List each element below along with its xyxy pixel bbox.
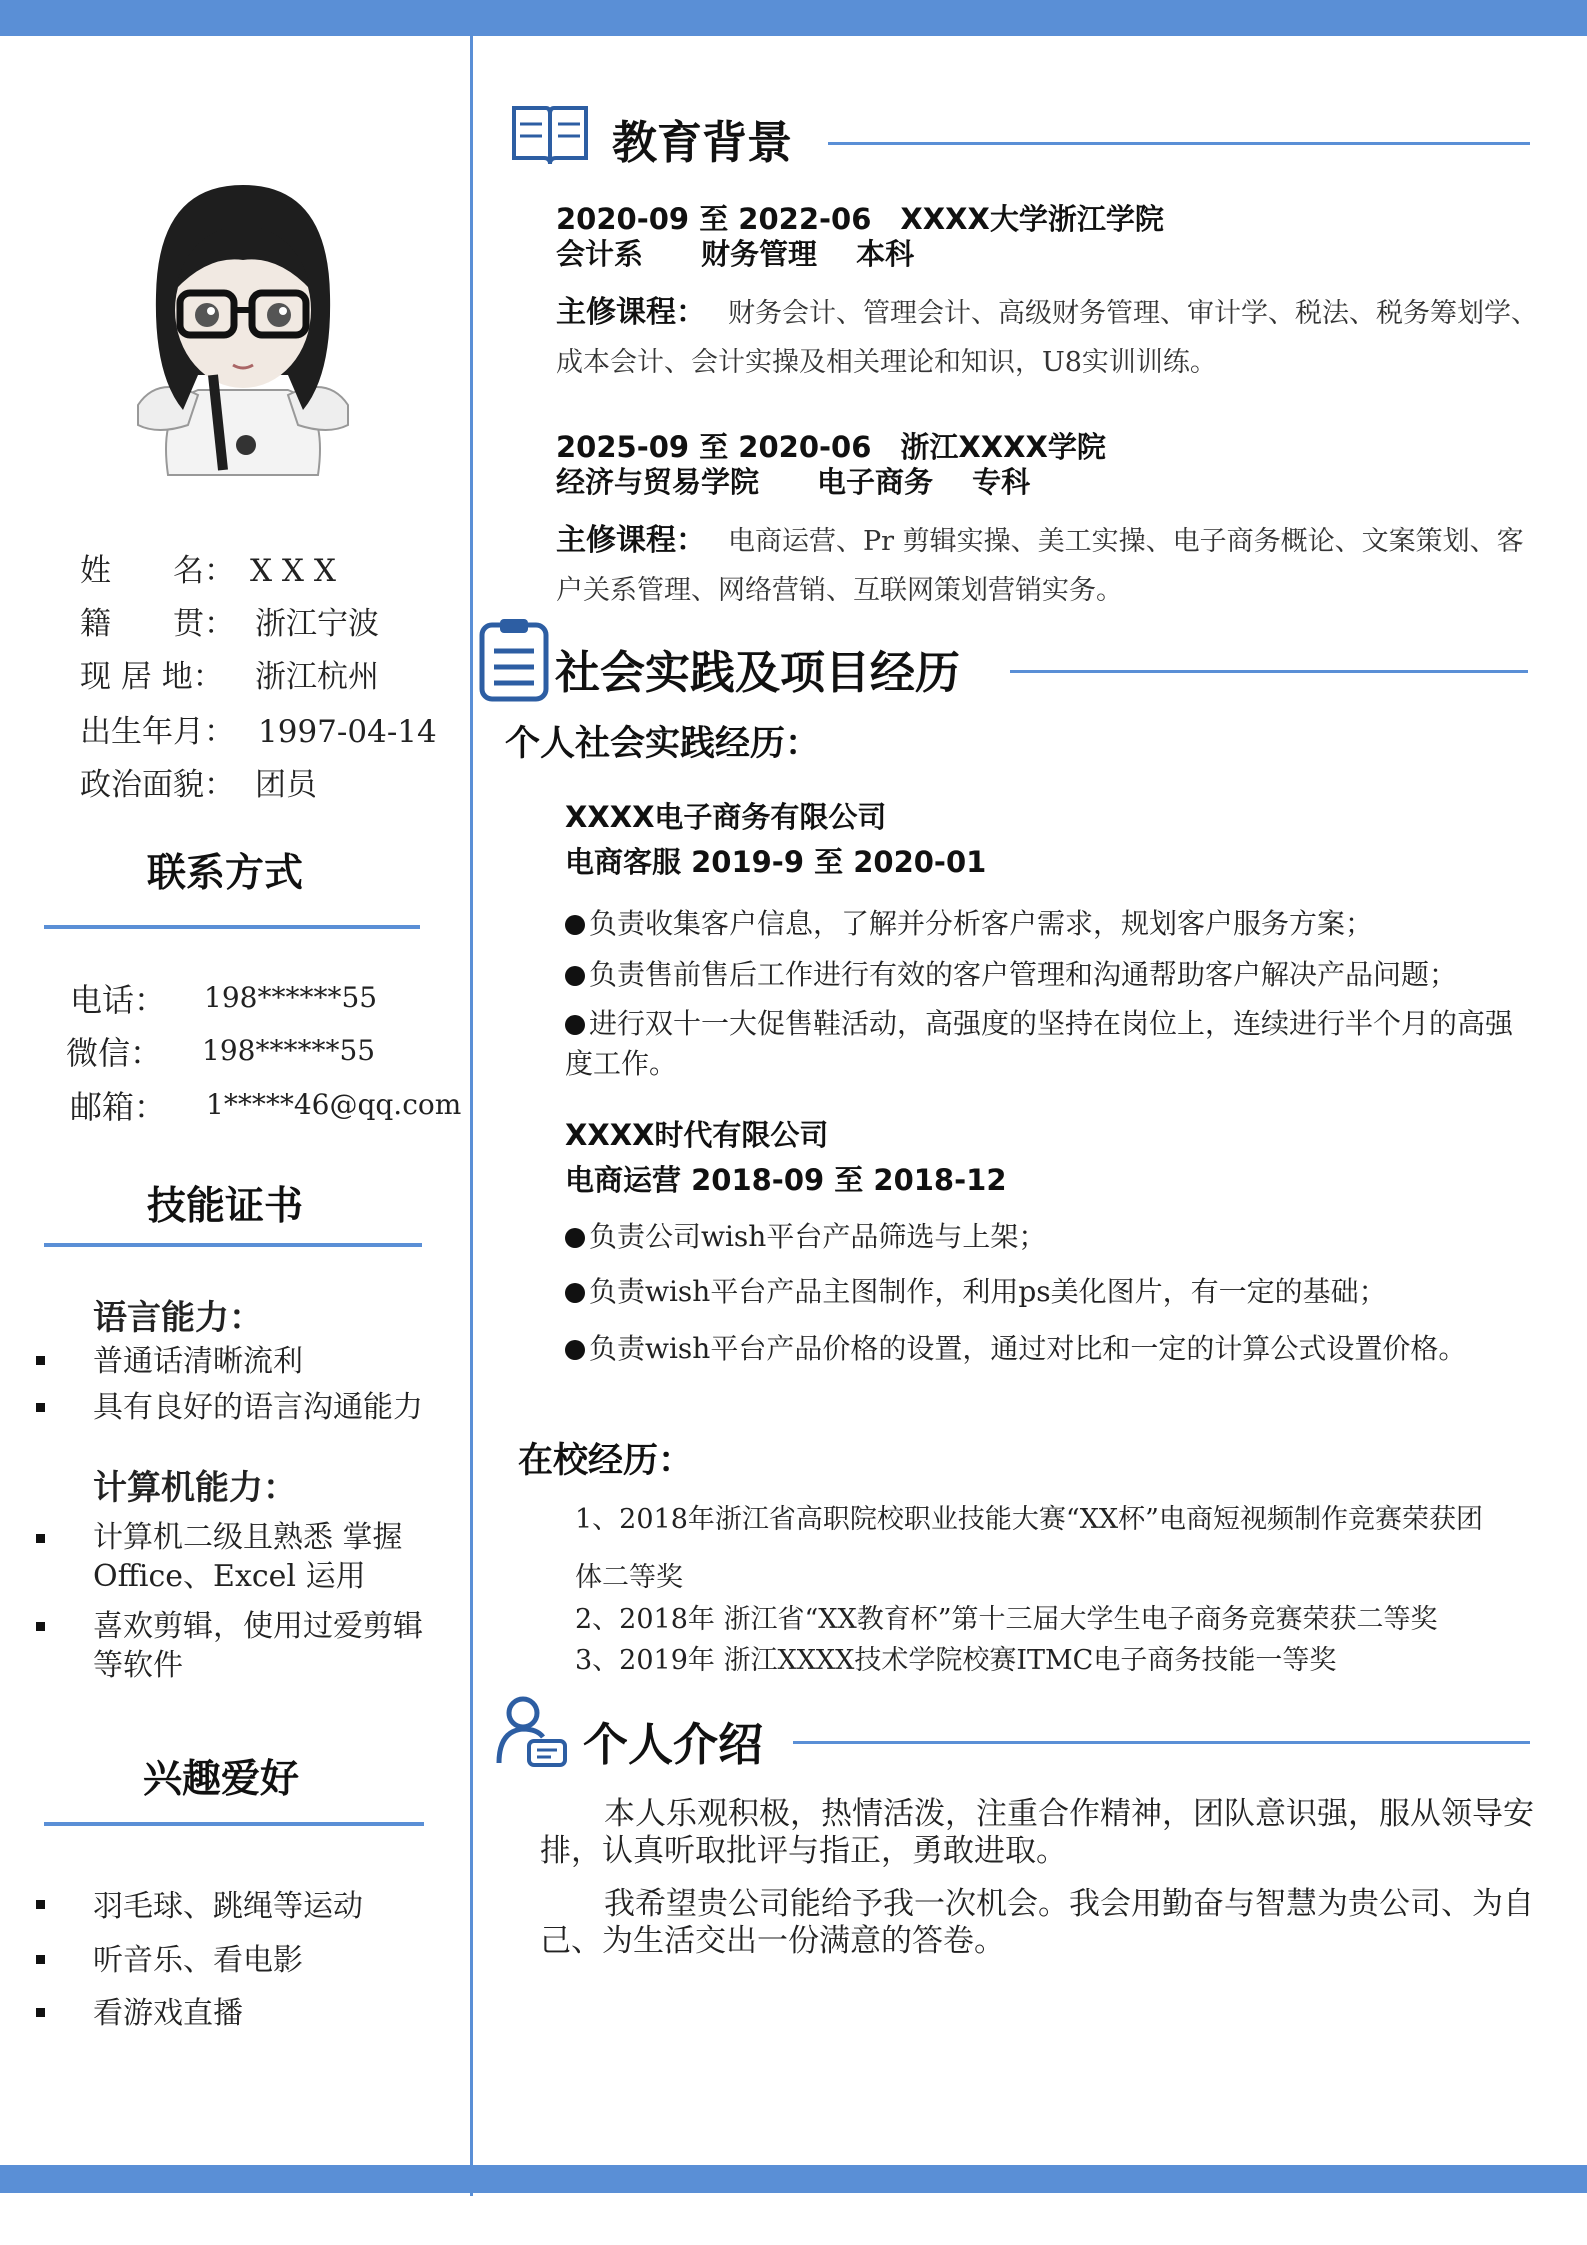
education-rule [828, 142, 1530, 145]
top-accent-bar [0, 0, 1587, 36]
edu-2-courses: 主修课程： 电商运营、Pr 剪辑实操、美工实操、电子商务概论、文案策划、客户关系管理、网络营销、互联网策划营销实务。 [556, 523, 1524, 606]
computer-item: 计算机二级且熟悉 掌握Office、Excel 运用 [93, 1520, 403, 1594]
email-row [70, 1082, 462, 1128]
edu-1-courses: 主修课程： 财务会计、管理会计、高级财务管理、审计学、税法、税务筹划学、成本会计、会计实操及相关理论和知识，U8实训训练。 [556, 295, 1538, 378]
bullet-dot [565, 1228, 585, 1248]
edu-1-major: 会计系 财务管理 本科 [556, 237, 915, 271]
skills-rule [44, 1243, 422, 1247]
award-item: 3、2019年 浙江XXXX技术学院校赛ITMC电子商务技能一等奖 [575, 1645, 1337, 1676]
bullet [36, 1955, 45, 1964]
profile-birth: 1997-04-14 [258, 714, 437, 750]
computer-heading: 计算机能力： [93, 1468, 297, 1508]
profile-name-row: 姓 名： X X X [80, 553, 336, 589]
wechat-row [66, 1028, 376, 1074]
bullet-dot [565, 1015, 585, 1035]
email-value: 1*****46@qq.com [206, 1088, 462, 1121]
wechat-label: 微信： [66, 1034, 163, 1072]
hobby-item: 羽毛球、跳绳等运动 [93, 1889, 363, 1924]
language-item: 普通话清晰流利 [93, 1344, 303, 1379]
bullet-dot [565, 915, 585, 935]
skills-heading: 技能证书 [147, 1184, 304, 1229]
job-2-company: XXXX时代有限公司 [565, 1118, 829, 1152]
school-experience-heading: 在校经历： [518, 1441, 694, 1481]
award-item: 体二等奖 [575, 1562, 683, 1593]
book-icon [510, 102, 590, 168]
bullet [36, 1403, 45, 1412]
email-label: 邮箱： [70, 1088, 167, 1126]
practice-heading: 社会实践及项目经历 [555, 646, 961, 699]
profile-political-row: 政治面貌： 团员 [80, 767, 317, 803]
hobbies-heading: 兴趣爱好 [143, 1757, 300, 1802]
profile-origin: 浙江宁波 [255, 606, 379, 642]
job-1-role: 电商客服 2019-9 至 2020-01 [565, 845, 987, 879]
practice-rule [1010, 670, 1528, 673]
education-heading: 教育背景 [612, 116, 793, 169]
job-1-duty: 负责收集客户信息，了解并分析客户需求，规划客户服务方案； [565, 902, 1373, 942]
computer-item: 喜欢剪辑，使用过爱剪辑等软件 [93, 1609, 423, 1683]
bullet [36, 1622, 45, 1631]
bullet [36, 1356, 45, 1365]
personal-practice-heading: 个人社会实践经历： [505, 724, 821, 764]
contact-heading: 联系方式 [147, 851, 304, 896]
phone-label: 电话： [70, 981, 167, 1019]
bullet [36, 1900, 45, 1909]
job-1-duty: 进行双十一大促售鞋活动，高强度的坚持在岗位上，连续进行半个月的高强度工作。 [565, 1007, 1514, 1080]
award-item: 1、2018年浙江省高职院校职业技能大赛“XX杯”电商短视频制作竞赛荣获团 [575, 1504, 1483, 1535]
clipboard-icon [478, 615, 550, 703]
job-2-duty: 负责wish平台产品价格的设置，通过对比和一定的计算公式设置价格。 [565, 1327, 1466, 1367]
edu-2-period-school: 2025-09 至 2020-06 浙江XXXX学院 [556, 430, 1106, 464]
bullet [36, 2008, 45, 2017]
intro-paragraph: 本人乐观积极，热情活泼，注重合作精神，团队意识强，服从领导安排，认真听取批评与指正，勇敢进取。 [540, 1796, 1534, 1869]
phone-value: 198******55 [204, 981, 378, 1014]
bullet-dot [565, 966, 585, 986]
language-item: 具有良好的语言沟通能力 [93, 1390, 423, 1425]
language-heading: 语言能力： [93, 1298, 263, 1338]
edu-1-period-school: 2020-09 至 2022-06 XXXX大学浙江学院 [556, 202, 1164, 236]
profile-birth-row: 出生年月： 1997-04-14 [80, 714, 437, 750]
job-1-company: XXXX电子商务有限公司 [565, 800, 887, 834]
wechat-value: 198******55 [202, 1034, 376, 1067]
job-2-role: 电商运营 2018-09 至 2018-12 [565, 1163, 1007, 1197]
bullet [36, 1534, 45, 1543]
edu-2-major: 经济与贸易学院 电子商务 专科 [556, 465, 1031, 499]
profile-residence: 浙江杭州 [255, 659, 379, 695]
phone-row [70, 975, 378, 1021]
profile-residence-row: 现 居 地： 浙江杭州 [80, 659, 379, 695]
column-divider [470, 36, 473, 2196]
hobby-item: 听音乐、看电影 [93, 1943, 303, 1978]
job-1-duty: 负责售前售后工作进行有效的客户管理和沟通帮助客户解决产品问题； [565, 953, 1457, 993]
intro-paragraph: 我希望贵公司能给予我一次机会。我会用勤奋与智慧为贵公司、为自己、为生活交出一份满意的答卷。 [540, 1886, 1534, 1959]
avatar [128, 175, 358, 485]
profile-name: X X X [250, 553, 336, 589]
bullet-dot [565, 1340, 585, 1360]
person-card-icon [493, 1693, 569, 1769]
hobby-item: 看游戏直播 [93, 1996, 243, 2031]
profile-origin-row: 籍 贯： 浙江宁波 [80, 606, 379, 642]
profile-political: 团员 [255, 767, 317, 803]
job-2-duty: 负责wish平台产品主图制作，利用ps美化图片，有一定的基础； [565, 1270, 1387, 1310]
contact-rule [44, 925, 420, 929]
bottom-accent-bar [0, 2165, 1587, 2193]
hobbies-rule [44, 1822, 424, 1826]
job-2-duty: 负责公司wish平台产品筛选与上架； [565, 1215, 1046, 1255]
intro-rule [793, 1741, 1530, 1744]
award-item: 2、2018年 浙江省“XX教育杯”第十三届大学生电子商务竞赛荣获二等奖 [575, 1604, 1438, 1635]
bullet-dot [565, 1283, 585, 1303]
intro-heading: 个人介绍 [583, 1718, 764, 1771]
